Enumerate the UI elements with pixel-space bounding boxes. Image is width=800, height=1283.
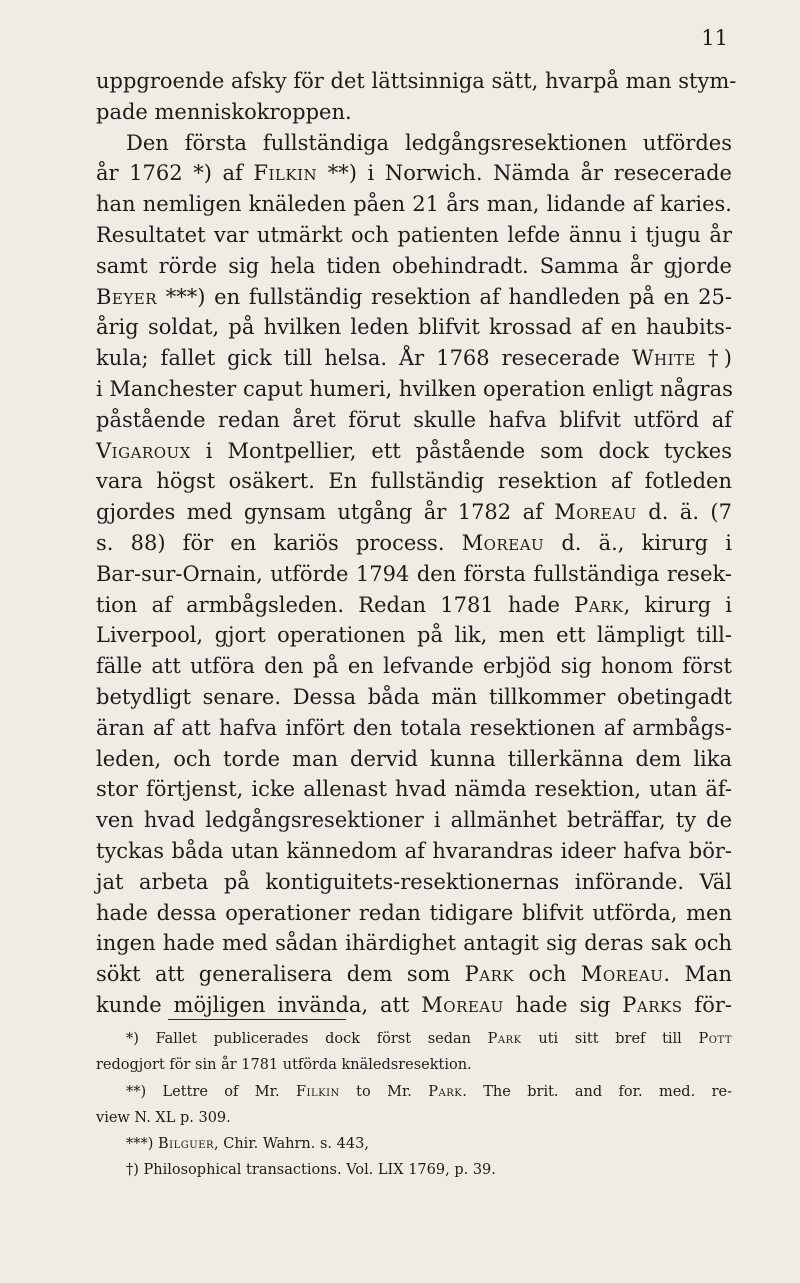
text-run: . Man — [663, 962, 732, 987]
author-name: Moreau — [421, 992, 504, 1017]
text-run: äran af att hafva infört den totala resektionen af armbågs- — [96, 715, 732, 740]
author-name: Park — [574, 592, 624, 617]
footnote-line — [96, 1026, 732, 1052]
author-name: White — [631, 346, 696, 371]
text-run: s. 88) för en kariös process. — [96, 530, 462, 555]
text-line — [96, 620, 732, 651]
text-run: hade sig — [503, 992, 623, 1017]
text-line — [96, 282, 732, 313]
text-run: uppgroende afsky för det lättsinniga sätt, hvarpå man stym- — [96, 69, 737, 93]
text-run: to Mr. — [339, 1083, 429, 1100]
footnote-line — [96, 1079, 732, 1105]
text-run: samt rörde sig hela tiden obehindradt. Samma år gjorde — [96, 253, 732, 278]
text-line — [96, 97, 732, 128]
page-number: 11 — [701, 26, 728, 50]
text-run: gjordes med gynsam utgång år 1782 af — [96, 500, 555, 525]
text-run: pade menniskokroppen. — [96, 99, 352, 124]
text-run: Den första fullständiga ledgångsresektionen utfördes — [126, 130, 732, 155]
text-line — [96, 436, 732, 467]
footnote-line — [96, 1131, 732, 1157]
body-text — [96, 66, 737, 1021]
text-line — [96, 497, 732, 528]
text-run: †) Philosophical transactions. Vol. LIX 1769, p. 39. — [126, 1162, 496, 1179]
text-run: fälle att utföra den på en lefvande erbjöd sig honom först — [96, 654, 732, 679]
text-run: i Montpellier, ett påstående som dock tyckes — [190, 438, 732, 463]
text-run: redogjort för sin år 1781 utförda knäledsresektion. — [96, 1057, 472, 1074]
author-name: Filkin — [295, 1083, 340, 1100]
text-run: kunde möjligen invända, att — [96, 992, 422, 1017]
footnote-divider — [168, 1019, 346, 1020]
text-line — [96, 528, 732, 559]
text-run: jat arbeta på kontiguitets-resektionernas införande. Väl — [96, 869, 732, 894]
author-name: Filkin — [253, 161, 318, 186]
text-line — [96, 559, 732, 590]
text-run: **) i Norwich. Nämda år resecerade — [317, 161, 732, 186]
text-run: sökt att generalisera dem som — [96, 962, 465, 987]
text-line — [96, 898, 732, 929]
author-name: Beyer — [96, 284, 158, 309]
text-run: , kirurg i — [623, 592, 733, 617]
text-run: tyckas båda utan kännedom af hvarandras ideer hafva bör- — [96, 838, 732, 863]
text-run: *) Fallet publicerades dock först sedan — [126, 1031, 488, 1047]
author-name: Park — [487, 1031, 522, 1047]
author-name: Pott — [698, 1031, 732, 1047]
author-name: Park — [464, 962, 515, 987]
text-run: och — [514, 962, 581, 987]
text-run: Resultatet var utmärkt och patienten lefde ännu i tjugu år — [96, 222, 732, 247]
text-line — [96, 713, 732, 744]
text-line — [96, 990, 732, 1021]
text-run: **) Lettre of Mr. — [126, 1083, 296, 1100]
text-line — [96, 66, 737, 97]
text-run: d. ä., kirurg i — [544, 530, 732, 555]
text-line — [96, 466, 732, 497]
text-run: hade dessa operationer redan tidigare blifvit utförda, men — [96, 900, 732, 925]
text-run: Bar-sur-Ornain, utförde 1794 den första fullständiga resek- — [96, 561, 732, 586]
text-run: Liverpool, gjort operationen på lik, men ett lämpligt till- — [96, 623, 732, 648]
text-line — [96, 343, 732, 374]
text-line — [96, 128, 732, 159]
text-line — [96, 374, 732, 405]
text-run: leden, och torde man dervid kunna tillerkänna dem lika — [96, 746, 732, 771]
text-run: betydligt senare. Dessa båda män tillkommer obetingadt — [96, 684, 732, 709]
text-run: år 1762 *) af — [96, 161, 254, 186]
footnote-line — [96, 1105, 732, 1131]
text-run: †) — [695, 346, 732, 371]
text-run: tion af armbågsleden. Redan 1781 hade — [96, 592, 575, 617]
text-run: , Chir. Wahrn. s. 443, — [214, 1136, 369, 1153]
author-name: Moreau — [554, 500, 637, 525]
text-run: stor förtjenst, icke allenast hvad nämda resektion, utan äf- — [96, 777, 732, 802]
author-name: Moreau — [461, 530, 545, 555]
text-run: uti sitt bref till — [521, 1031, 699, 1047]
text-run: ven hvad ledgångsresektioner i allmänhet beträffar, ty de — [96, 808, 732, 833]
text-line — [96, 405, 732, 436]
text-line — [96, 867, 732, 898]
text-line — [96, 928, 732, 959]
text-line — [96, 651, 732, 682]
author-name: Park — [428, 1083, 463, 1100]
text-line — [96, 220, 732, 251]
text-run: ***) en fullständig resektion af handleden på en 25- — [157, 284, 732, 309]
text-run: . The brit. and for. med. re- — [462, 1083, 732, 1100]
text-line — [96, 959, 732, 990]
author-name: Bilguer — [158, 1136, 215, 1153]
author-name: Moreau — [580, 962, 664, 987]
text-run: vara högst osäkert. En fullständig resektion af fotleden — [96, 469, 732, 494]
text-run: ***) — [126, 1136, 159, 1153]
text-line — [96, 312, 732, 343]
text-run: ingen hade med sådan ihärdighet antagit sig deras sak och — [96, 931, 732, 956]
text-line — [96, 590, 732, 621]
text-line — [96, 836, 732, 867]
text-run: view N. XL p. 309. — [96, 1109, 231, 1126]
text-line — [96, 774, 732, 805]
text-run: kula; fallet gick till helsa. År 1768 resecerade — [96, 346, 632, 371]
text-run: årig soldat, på hvilken leden blifvit krossad af en haubits- — [96, 315, 732, 340]
author-name: Parks — [622, 992, 683, 1017]
text-run: han nemligen knäleden påen 21 års man, lidande af karies. — [96, 192, 732, 217]
text-run: påstående redan året förut skulle hafva blifvit utförd af — [96, 407, 732, 432]
text-line — [96, 682, 732, 713]
text-line — [96, 251, 732, 282]
footnotes — [96, 1026, 732, 1184]
text-line — [96, 158, 732, 189]
author-name: Vigaroux — [96, 438, 191, 463]
text-run: d. ä. (7 — [636, 500, 732, 525]
text-run: i Manchester caput humeri, hvilken operation enligt någras — [96, 376, 733, 401]
text-line — [96, 744, 732, 775]
footnote-line — [96, 1052, 732, 1078]
text-line — [96, 189, 732, 220]
text-line — [96, 805, 732, 836]
footnote-line — [96, 1157, 732, 1183]
text-run: för- — [682, 992, 732, 1017]
